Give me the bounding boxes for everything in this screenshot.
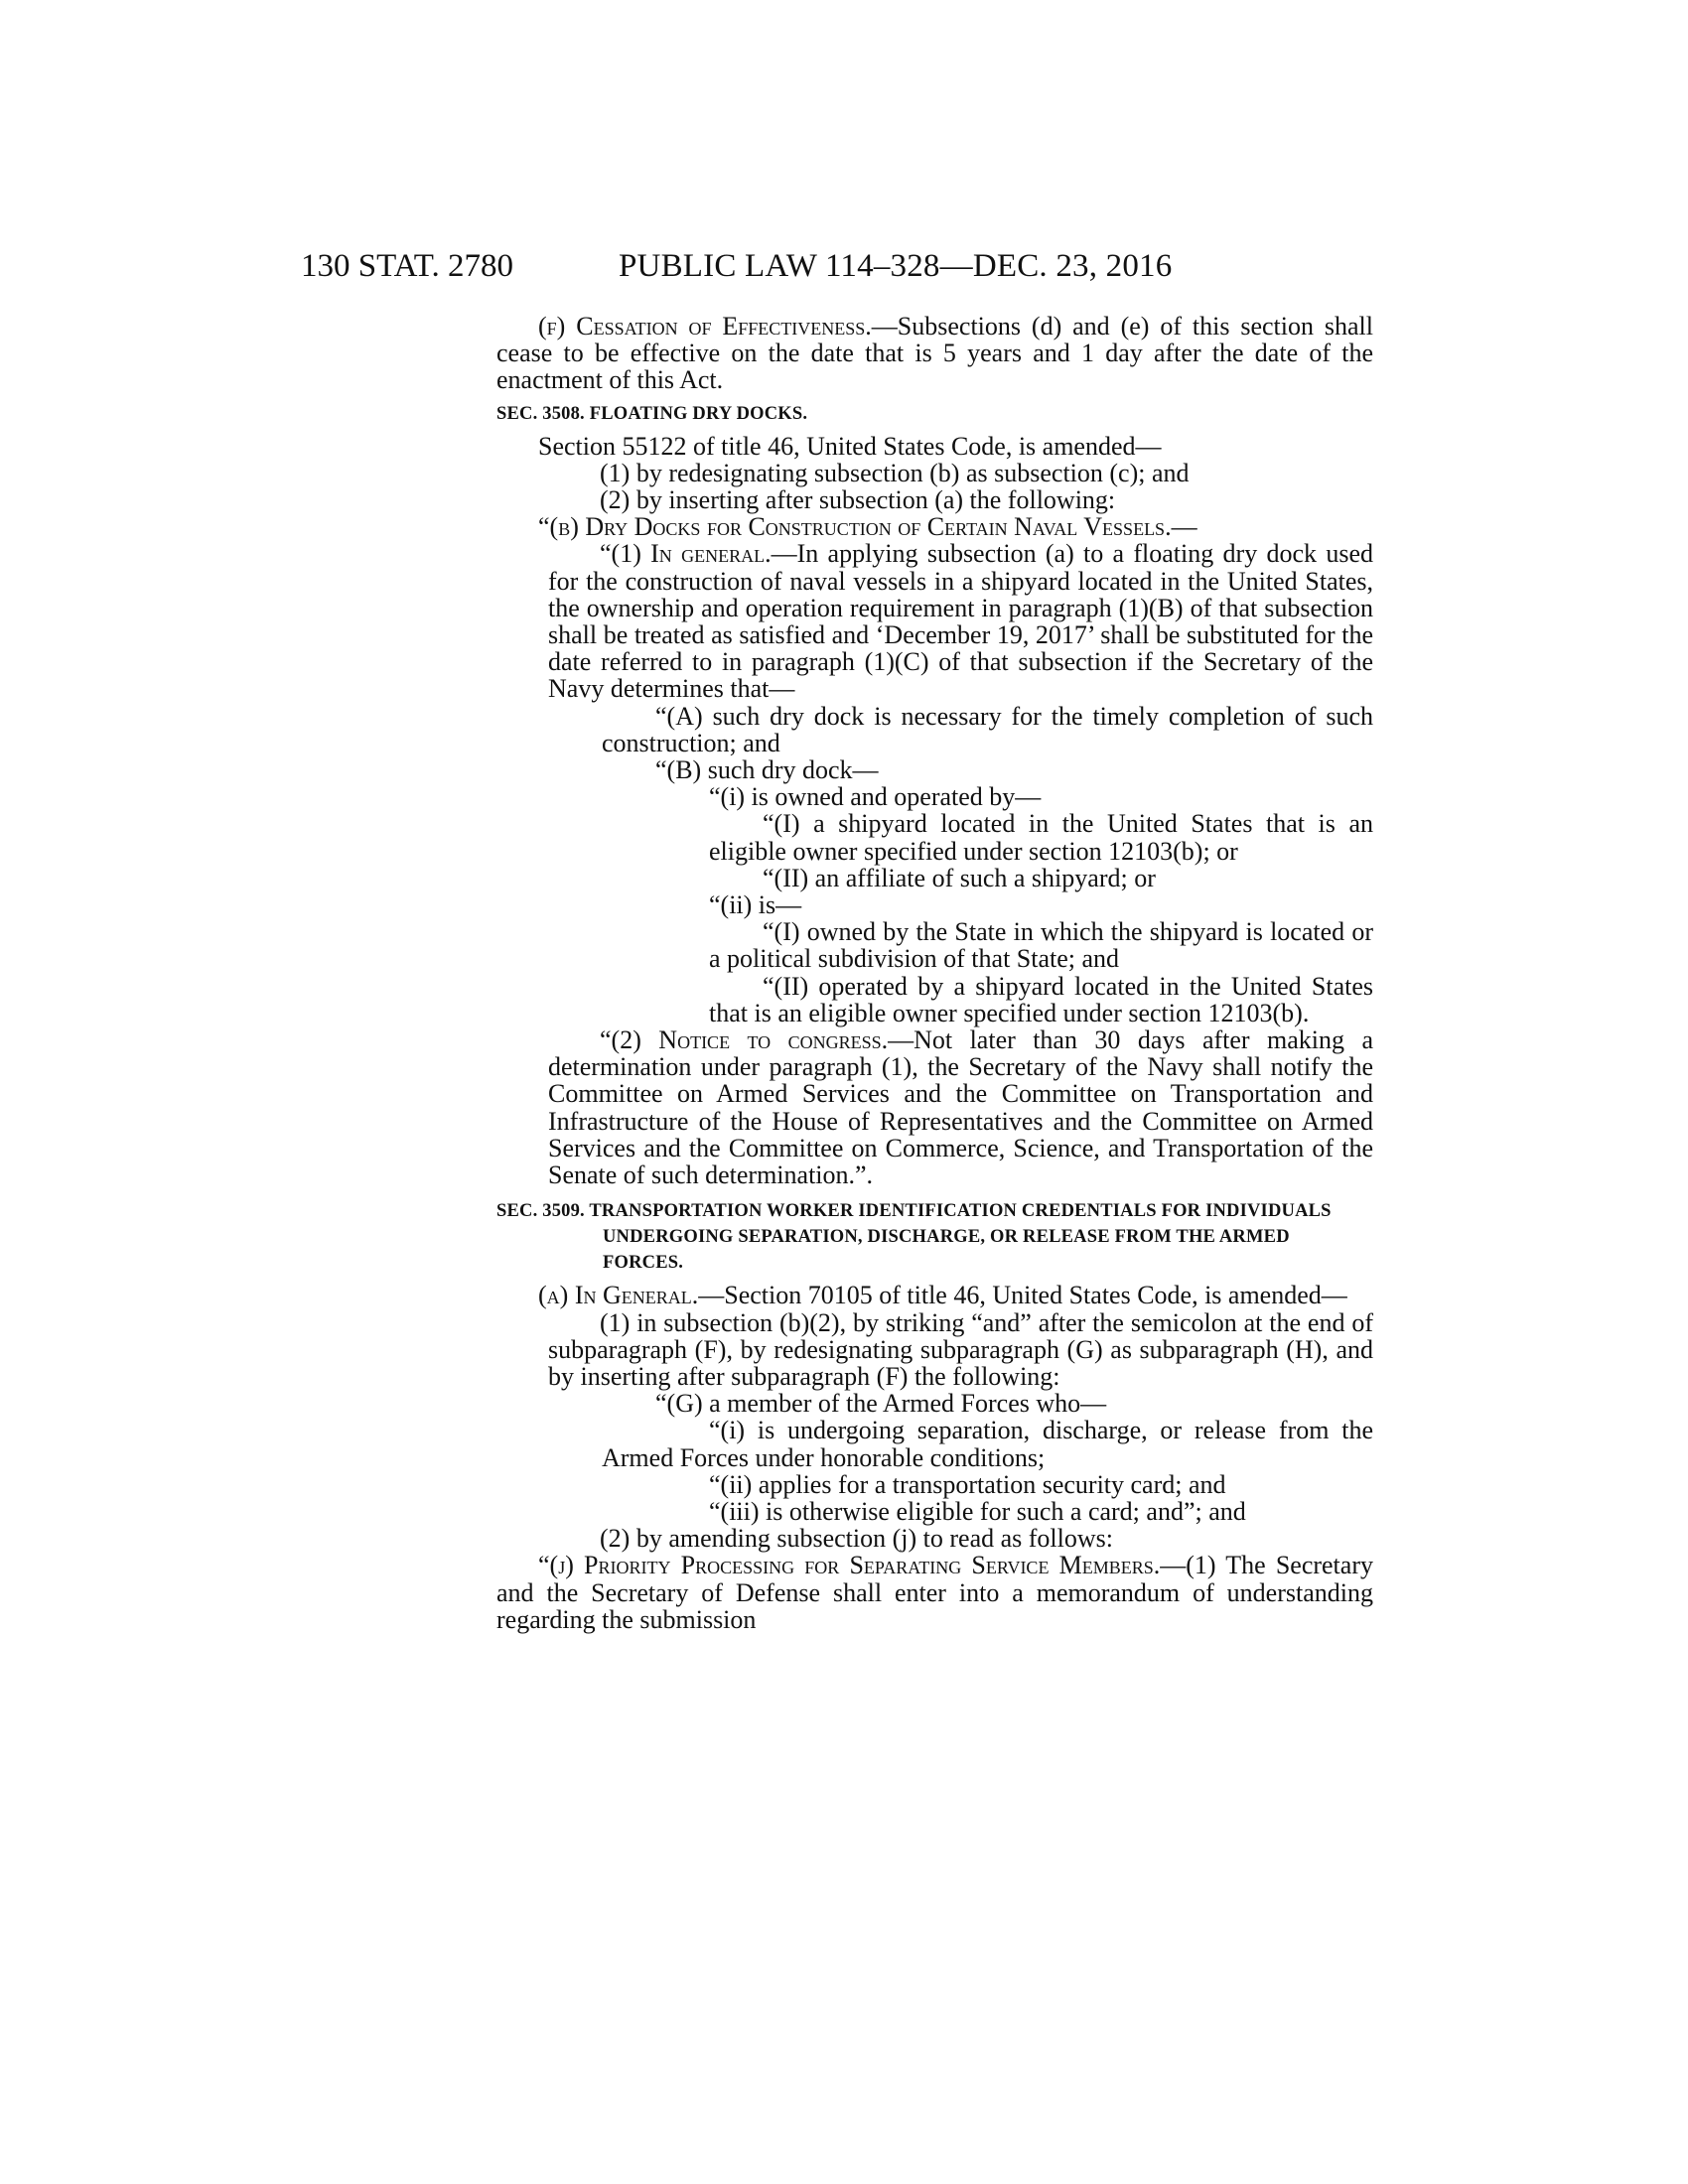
paragraph-b2-heading: “(2) Notice to congress.: [600, 1025, 889, 1055]
section-3509-heading: SEC. 3509. TRANSPORTATION WORKER IDENTIFICATION CREDENTIALS FOR INDIVIDUALS UNDERGOING SEPARATION, DISCHARGE, OR RELEASE FROM THE ARMED FORCES.: [496, 1201, 1332, 1274]
subsection-j-text: —(1) The Secretary and the Secretary of Defense shall enter into a memorandum of understanding regarding the submission: [496, 1551, 1373, 1634]
paragraph-b2-text: —Not later than 30 days after making a determination under paragraph (1), the Secretary of the Navy shall notify the Committee on Armed Services and the Committee on Transportation and Infrastructure of the House of Representatives and the Committee on Armed Services and the Committee on Commerce, Science, and Transportation of the Senate of such determination.”.: [548, 1025, 1373, 1190]
paragraph-b1: [496, 540, 1373, 702]
subsection-f-text: —Subsections (d) and (e) of this section shall cease to be effective on the date that is 5 years and 1 day after the date of the enactment of this Act.: [496, 312, 1373, 395]
paragraph-b1-text: —In applying subsection (a) to a floating dry dock used for the construction of naval vessels in a shipyard located in the United States, the ownership and operation requirement in paragraph (1)(B) of that subsection shall be treated as satisfied and ‘December 19, 2017’ shall be substituted for the date referred to in paragraph (1)(C) of that subsection if the Secretary of the Navy determines that—: [548, 539, 1373, 704]
subclause-b-B-ii-I: “(I) owned by the State in which the shipyard is located or a political subdivision of that State; and: [709, 917, 1373, 974]
clause-G-i: “(i) is undergoing separation, discharge, or release from the Armed Forces under honorable conditions;: [602, 1416, 1373, 1472]
clause-G-iii: “(iii) is otherwise eligible for such a card; and”; and: [709, 1496, 1246, 1526]
subparagraph-b-A: “(A) such dry dock is necessary for the timely completion of such construction; and: [602, 701, 1373, 757]
paragraph-b2: [496, 1026, 1373, 1188]
subsection-b-heading: “(b) Dry Docks for Construction of Certain Naval Vessels.—: [538, 512, 1197, 542]
subclause-b-B-ii-II: “(II) operated by a shipyard located in the United States that is an eligible owner specified under section 12103(b).: [709, 971, 1373, 1027]
subclause-b-B-i-I: “(I) a shipyard located in the United States that is an eligible owner specified under section 12103(b); or: [709, 809, 1373, 866]
clause-b-B-ii: “(ii) is—: [709, 890, 802, 920]
clause-G-ii: “(ii) applies for a transportation security card; and: [709, 1469, 1226, 1499]
paragraph-b1-heading: “(1) In general.: [600, 539, 772, 569]
subsection-a-text: —Section 70105 of title 46, United States Code, is amended—: [698, 1281, 1347, 1310]
subsection-a-item-1: (1) in subsection (b)(2), by striking “and” after the semicolon at the end of subparagraph (F), by redesignating subparagraph (G) as subparagraph (H), and by inserting after subparagraph (F) the following:: [548, 1307, 1373, 1391]
subsection-a-heading: (a) In General.: [538, 1281, 699, 1310]
subsection-j: [496, 1552, 1373, 1633]
section-3508-item-1: (1) by redesignating subsection (b) as subsection (c); and: [600, 458, 1190, 487]
subsection-a: [496, 1282, 1373, 1308]
subsection-f-cessation: [496, 313, 1373, 394]
section-3508-item-2: (2) by inserting after subsection (a) the following:: [600, 485, 1116, 515]
subsection-f-heading: (f) Cessation of Effectiveness.: [538, 312, 872, 341]
public-law-title: PUBLIC LAW 114–328—DEC. 23, 2016: [619, 248, 1173, 284]
clause-b-B-i: “(i) is owned and operated by—: [709, 782, 1042, 812]
subclause-b-B-i-II: “(II) an affiliate of such a shipyard; or: [763, 863, 1156, 892]
statute-page-number: 130 STAT. 2780: [301, 248, 514, 284]
subsection-j-heading: “(j) Priority Processing for Separating Service Members.: [538, 1551, 1161, 1580]
subparagraph-b-B: “(B) such dry dock—: [655, 755, 879, 785]
subsection-a-item-2: (2) by amending subsection (j) to read as follows:: [600, 1524, 1113, 1554]
document-body: [496, 313, 1373, 1633]
subparagraph-G: “(G) a member of the Armed Forces who—: [655, 1389, 1107, 1419]
section-3508-intro: Section 55122 of title 46, United States Code, is amended—: [538, 431, 1162, 461]
section-3508-heading: SEC. 3508. FLOATING DRY DOCKS.: [496, 403, 808, 424]
